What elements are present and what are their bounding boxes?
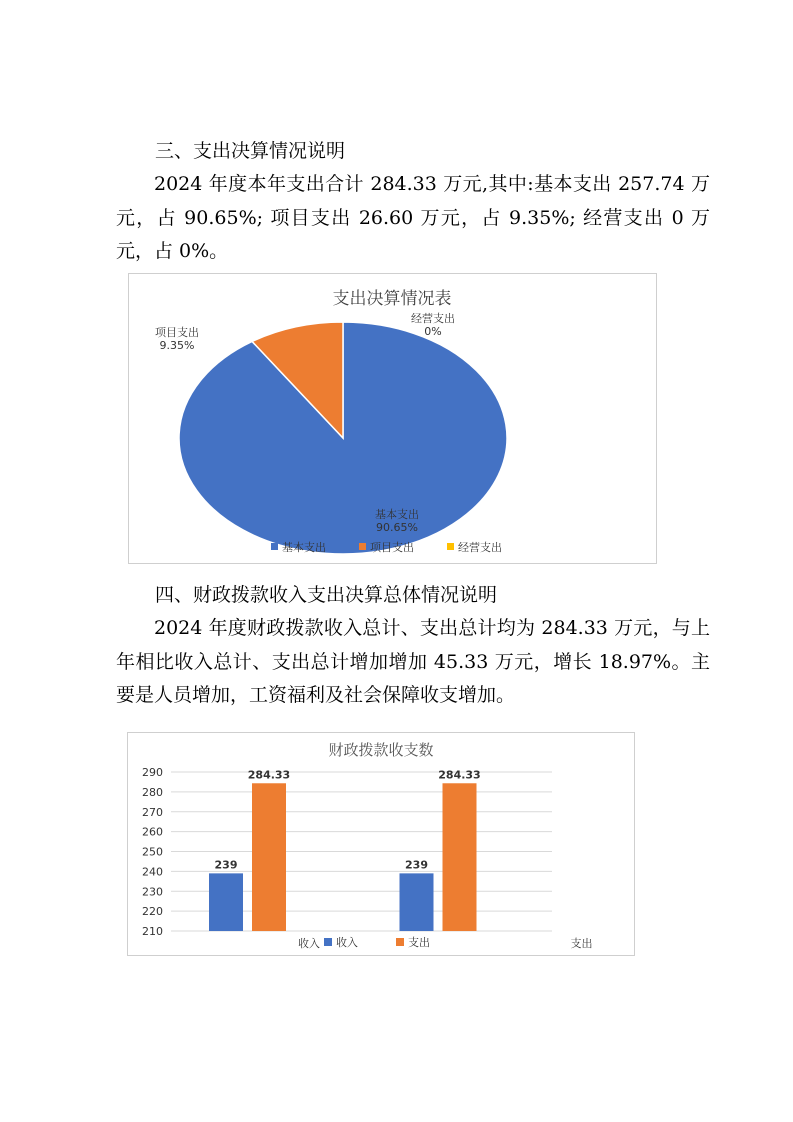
pie-legend-marker-0 [271, 543, 278, 550]
pie-legend-label-0: 基本支出 [282, 541, 326, 554]
bar-legend-label-0: 收入 [336, 936, 358, 949]
pie-slice-name-0: 基本支出 [375, 508, 419, 521]
fiscal-bar-chart [127, 732, 635, 956]
section-heading-expenditure: 三、支出决算情况说明 [155, 140, 346, 162]
bar-ytick-5: 260 [142, 825, 163, 839]
section-heading-fiscal: 四、财政拨款收入支出决算总体情况说明 [155, 584, 498, 606]
bar-category-1: 支出 [570, 937, 593, 950]
bar-value-label-1-0: 239 [405, 858, 428, 872]
pie-title: 支出决算情况表 [332, 289, 452, 309]
bar-ytick-3: 240 [142, 865, 163, 879]
bar-0-1 [252, 783, 286, 931]
expenditure-pie-chart [128, 273, 657, 564]
bar-ytick-4: 250 [142, 845, 163, 859]
pie-legend-marker-2 [447, 543, 454, 550]
bar-legend-marker-1 [396, 938, 404, 946]
bar-1-0 [400, 873, 434, 931]
bar-0-0 [209, 873, 243, 931]
pie-slice-name-1: 项目支出 [155, 326, 199, 339]
bar-1-1 [443, 783, 477, 931]
bar-ytick-0: 210 [142, 925, 163, 938]
bar-value-label-1-1: 284.33 [438, 768, 481, 782]
pie-slice-percent-1: 9.35% [159, 339, 195, 352]
bar-value-label-0-0: 239 [214, 858, 238, 872]
bar-title: 财政拨款收支数 [328, 741, 434, 759]
bar-legend-marker-0 [324, 938, 332, 946]
bar-category-0: 收入 [298, 937, 320, 950]
pie-legend-label-2: 经营支出 [458, 541, 502, 554]
pie-slice-percent-0: 90.65% [376, 521, 418, 534]
bar-ytick-2: 230 [142, 885, 163, 899]
pie-legend-marker-1 [359, 543, 366, 550]
expenditure-paragraph: 2024 年度本年支出合计 284.33 万元,其中:基本支出 257.74 万元，占 90.65%; 项目支出 26.60 万元，占 9.35%; 经营支出 0 万元，占 0%。 [116, 173, 710, 262]
pie-slice-percent-2: 0% [424, 325, 442, 338]
bar-ytick-6: 270 [142, 805, 163, 819]
bar-ytick-1: 220 [142, 905, 163, 919]
bar-ytick-8: 290 [142, 766, 163, 779]
bar-legend-label-1: 支出 [408, 936, 430, 949]
pie-slice-name-2: 经营支出 [411, 312, 455, 325]
fiscal-paragraph: 2024 年度财政拨款收入总计、支出总计均为 284.33 万元，与上年相比收入总计、支出总计增加增加 45.33 万元，增长 18.97%。主要是人员增加，工资福利及社会保障收支增加。 [116, 617, 710, 706]
bar-ytick-7: 280 [142, 785, 163, 799]
bar-value-label-0-1: 284.33 [247, 768, 291, 782]
pie-legend-label-1: 项目支出 [370, 541, 414, 554]
